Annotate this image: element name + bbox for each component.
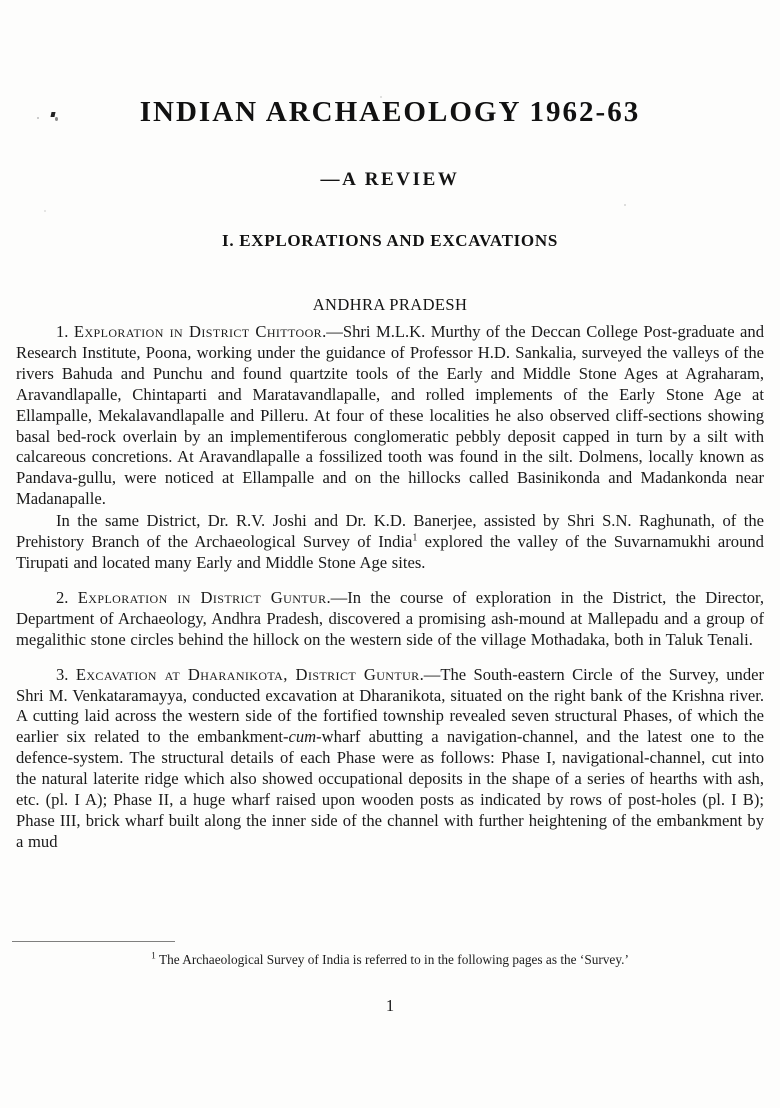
footnote-reference-marker: 1	[412, 532, 418, 544]
entry-2-text-before-note: In the same District, Dr. R.V. Joshi and Dr. K.D. Banerjee, assisted by Shri S.N. Raghunath, of the Prehistory Branch of the Archaeological Survey of India	[16, 511, 764, 552]
entry-4-runin-heading: Excavation at Dharanikota, District Guntur	[75, 664, 420, 684]
entry-1-runin-heading: Exploration in District Chittoor	[73, 322, 323, 341]
footnote-text: The Archaeological Survey of India is referred to in the following pages as the ‘Survey.’	[155, 952, 629, 967]
footnote-marker: 1	[151, 951, 156, 962]
entry-1-paragraph	[16, 322, 764, 510]
entry-2-text-after-note: explored the valley of the Suvarnamukhi around Tirupati and located many Early and Middle Stone Age sites.	[16, 532, 764, 572]
page-number: 1	[385, 996, 395, 1015]
entry-4-number: 3.	[56, 664, 76, 684]
state-heading: ANDHRA PRADESH	[312, 295, 468, 314]
section-title: I. EXPLORATIONS AND EXCAVATIONS	[222, 231, 558, 250]
entry-3-paragraph	[16, 588, 764, 651]
entry-1-text: Shri M.L.K. Murthy of the Deccan College Post-graduate and Research Institute, Poona, working under the guidance of Professor H.D. Sankalia, surveyed the valleys of the rivers Bahuda and Punchu and found quartzite tools of the Early and Middle Stone Ages at Agraharam, Aravandlapalle, Chintaparti and Maratavandlapalle, and rolled implements of the Early Stone Age at Ellampalle, Mekalavandlapalle and Pilleru. At four of these localities he also observed cliff-sections showing basal bed-rock overlain by an implementiferous conglomeratic pebbly deposit capped in turn by a silt with calcareous concretions. At Aravandlapalle a fossilized tooth was found in the silt. Dolmens, locally known as Pandava-gullu, were noticed at Ellampalle and on the hillocks called Basinikonda and Madankonda near Madanapalle.	[16, 322, 764, 509]
entry-4-dash: .—	[419, 664, 441, 684]
scan-speck	[44, 210, 46, 212]
body-text	[16, 322, 764, 853]
entry-4-text-part1: The South-eastern Circle of the Survey, under Shri M. Venkataramayya, conducted excavation at Dharanikota, situated on the right bank of the Krishna river. A cutting laid across the western side of the fortified township revealed seven structural Phases, of which the earlier six related to the embankment-	[16, 664, 765, 747]
entry-3-text: In the course of exploration in the District, the Director, Department of Archaeology, Andhra Pradesh, discovered a promising ash-mound at Mallepadu and a group of megalithic stone circles behind the hillock on the western side of the village Mothadaka, both in Taluk Tenali.	[16, 587, 764, 649]
entry-4-paragraph	[16, 665, 764, 853]
entry-3-dash: .—	[326, 587, 348, 607]
entry-1-number: 1.	[56, 322, 74, 341]
entry-1-dash: .—	[322, 322, 343, 341]
entry-4-italic-word: cum	[288, 727, 317, 747]
entry-2-paragraph	[16, 511, 764, 574]
entry-4-text-part2: -wharf abutting a navigation-channel, and the latest one to the defence-system. The structural details of each Phase were as follows: Phase I, navigational-channel, cut into the natural laterite ridge which also showed occupational deposits in the shape of a series of hearths with ash, etc. (pl. I A); Phase II, a huge wharf raised upon wooden posts as indicated by rows of post-holes (pl. I B); Phase III, brick wharf built along the inner side of the channel with further heightening of the embankment by a mud	[16, 727, 765, 851]
scan-speck	[624, 204, 626, 206]
footnote	[16, 951, 764, 968]
entry-3-runin-heading: Exploration in District Guntur	[77, 587, 327, 607]
footnote-separator-rule	[12, 941, 175, 942]
page-title: INDIAN ARCHAEOLOGY 1962-63	[139, 96, 641, 128]
page-subtitle: —A REVIEW	[320, 169, 460, 190]
entry-3-number: 2.	[56, 587, 78, 607]
